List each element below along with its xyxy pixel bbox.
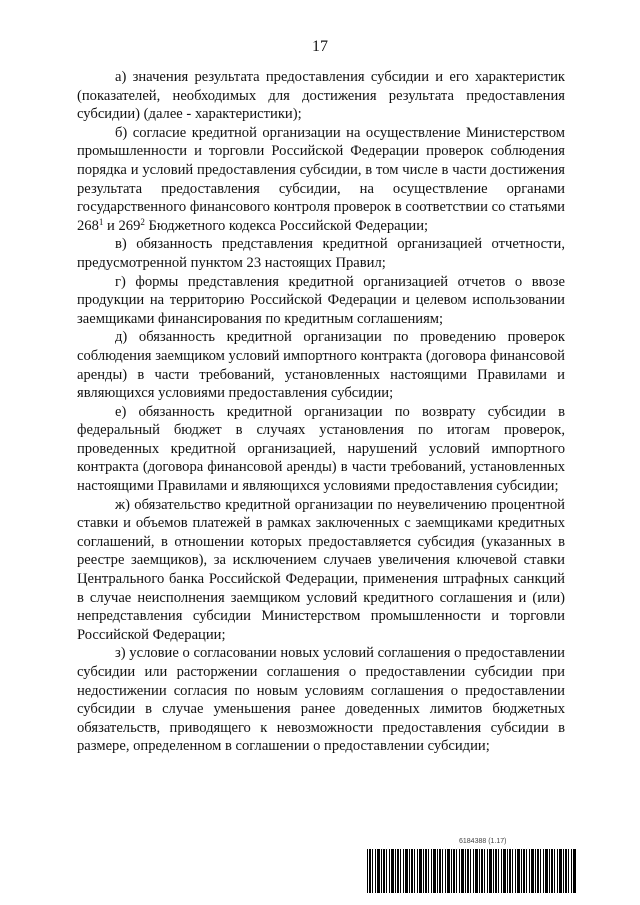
paragraph-g: г) формы представления кредитной организацией отчетов о ввозе продукции на территорию Российской Федерации и целевом использовании заемщиками финансирования по кредитным соглашениям; bbox=[77, 273, 565, 327]
barcode-label: 6184388 (1.17) bbox=[459, 838, 507, 845]
paragraph-zh: ж) обязательство кредитной организации по неувеличению процентной ставки и объемов платежей в рамках заключенных с заемщиками кредитных соглашений, в отношении которых предоставляется субсидия (указанных в реестре заемщиков), за исключением случаев увеличения ключевой ставки Центрального банка Российской Федерации, применения штрафных санкций в случае неисполнения заемщиком условий кредитного соглашения и (или) непредставления субсидии Министерством промышленности и торговли Российской Федерации; bbox=[77, 496, 565, 643]
barcode-image bbox=[367, 849, 577, 893]
paragraph-b-text-middle: и 269 bbox=[103, 217, 141, 234]
page-number: 17 bbox=[312, 38, 328, 55]
superscript-1: 1 bbox=[98, 216, 104, 227]
document-body bbox=[77, 68, 565, 756]
paragraph-b-text-end: Бюджетного кодекса Российской Федерации; bbox=[144, 217, 429, 234]
paragraph-v: в) обязанность представления кредитной организацией отчетности, предусмотренной пунктом 23 настоящих Правил; bbox=[77, 236, 565, 271]
paragraph-b-text: б) согласие кредитной организации на осуществление Министерством промышленности и торговли Российской Федерации проверок соблюдения порядка и условий предоставления субсидии, в том числе в части достижения результата предоставления субсидии, на осуществление органами государственного финансового контроля проверок в соответствии со статьями 268 bbox=[77, 124, 565, 234]
paragraph-a: а) значения результата предоставления субсидии и его характеристик (показателей, необходимых для достижения результата предоставления субсидии) (далее - характеристики); bbox=[77, 69, 565, 123]
superscript-2: 2 bbox=[140, 216, 145, 227]
barcode-block bbox=[367, 838, 577, 894]
paragraph-e: е) обязанность кредитной организации по возврату субсидии в федеральный бюджет в случаях установления по итогам проверок, проведенных кредитной организацией, нарушений условий импортного контракта (договора финансовой аренды) в части требований, установленных настоящими Правилами и являющихся условиями предоставления субсидии; bbox=[77, 403, 565, 495]
paragraph-z: з) условие о согласовании новых условий соглашения о предоставлении субсидии или расторжении соглашения о предоставлении субсидии при недостижении согласия по новым условиям соглашения о предоставлении субсидии в случае уменьшения ранее доведенных лимитов бюджетных обязательств, приводящего к невозможности предоставления субсидии в размере, определенном в соглашении о предоставлении субсидии; bbox=[77, 645, 565, 755]
paragraph-d: д) обязанность кредитной организации по проведению проверок соблюдения заемщиком условий импортного контракта (договора финансовой аренды) в части требований, установленных настоящими Правилами и являющихся условиями предоставления субсидии; bbox=[77, 329, 565, 402]
paragraph-b bbox=[77, 124, 565, 236]
